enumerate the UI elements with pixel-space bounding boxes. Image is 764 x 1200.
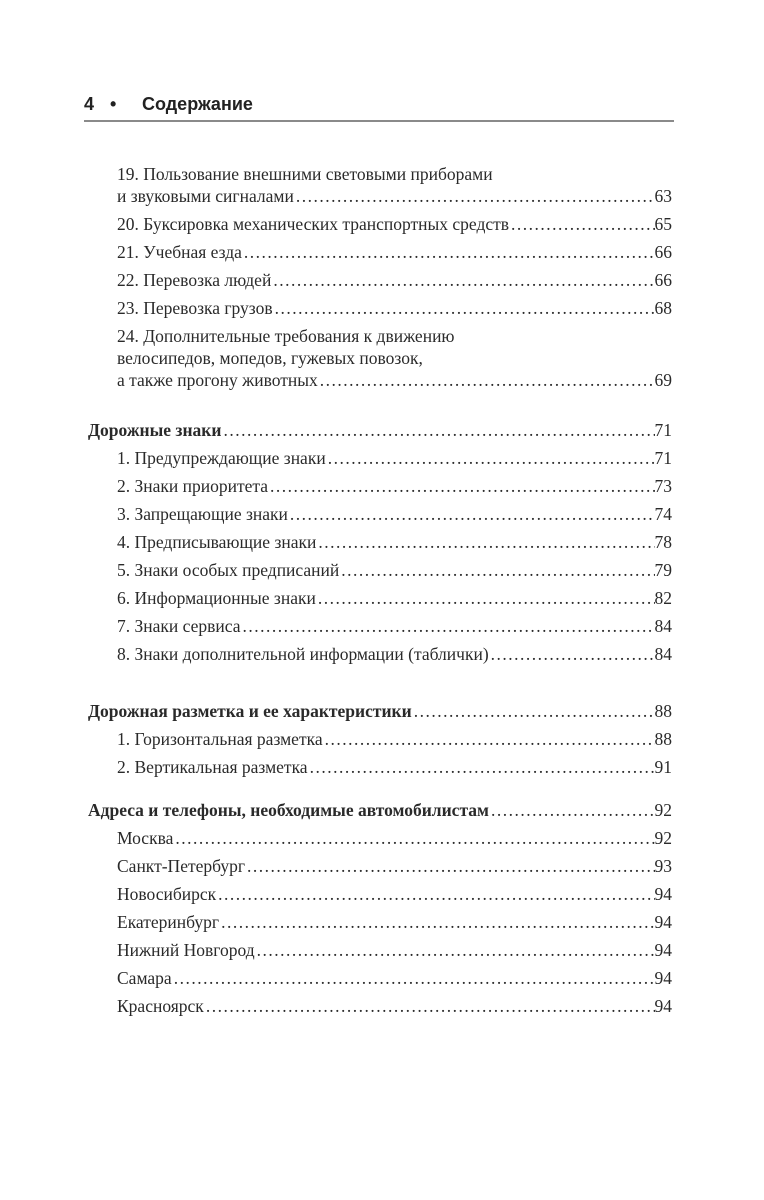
entry-title: 1. Предупреждающие знаки <box>117 448 326 468</box>
page-ref: 79 <box>654 560 672 580</box>
dot-leader <box>271 269 654 291</box>
entry-last-line <box>117 503 672 525</box>
entry-last-line <box>117 911 672 933</box>
dot-leader <box>308 756 655 778</box>
entry-last-line <box>117 827 672 849</box>
entry-title: 5. Знаки особых предписаний <box>117 560 340 580</box>
entry-title: Новосибирск <box>117 884 217 904</box>
page-ref: 66 <box>654 242 672 262</box>
entry-title: Адреса и телефоны, необходимые автомобилистам <box>88 800 489 820</box>
entry-title: Самара <box>117 968 172 988</box>
dot-leader <box>294 185 655 207</box>
entry-title: 2. Вертикальная разметка <box>117 757 308 777</box>
dot-leader <box>245 855 654 877</box>
dot-leader <box>412 700 655 722</box>
toc-entry <box>88 531 672 553</box>
entry-last-line <box>117 855 672 877</box>
page-ref: 63 <box>654 186 672 206</box>
toc-entry <box>88 269 672 291</box>
dot-leader <box>204 995 655 1017</box>
entry-title: 23. Перевозка грузов <box>117 298 273 318</box>
dot-leader <box>242 241 655 263</box>
entry-last-line <box>117 615 672 637</box>
dot-leader <box>241 615 655 637</box>
entry-title: Красноярск <box>117 996 204 1016</box>
header-rule <box>84 120 674 122</box>
entry-last-line <box>117 297 672 319</box>
toc-entry <box>88 447 672 469</box>
page-ref: 94 <box>654 884 672 904</box>
dot-leader <box>221 419 654 441</box>
table-of-contents <box>88 163 672 1023</box>
group-spacer <box>88 784 672 799</box>
entry-title: 6. Информационные знаки <box>117 588 316 608</box>
entry-last-line <box>117 643 672 665</box>
toc-section <box>88 419 672 441</box>
page-ref: 94 <box>654 996 672 1016</box>
entry-last-line <box>117 531 672 553</box>
toc-entry <box>88 559 672 581</box>
dot-leader <box>255 939 655 961</box>
page-ref: 93 <box>654 856 672 876</box>
page-ref: 71 <box>654 448 672 468</box>
entry-last-line <box>117 475 672 497</box>
page-ref: 66 <box>654 270 672 290</box>
toc-entry <box>88 995 672 1017</box>
dot-leader <box>219 911 654 933</box>
page-ref: 94 <box>654 940 672 960</box>
entry-last-line <box>88 799 672 821</box>
toc-entry <box>88 213 672 235</box>
dot-leader <box>172 967 655 989</box>
entry-title: Москва <box>117 828 174 848</box>
entry-last-line <box>117 213 672 235</box>
entry-last-line <box>117 756 672 778</box>
page-ref: 68 <box>654 298 672 318</box>
page-ref: 65 <box>654 214 672 234</box>
dot-leader <box>216 883 654 905</box>
entry-line: 19. Пользование внешними световыми приборами <box>117 164 493 184</box>
entry-last-line <box>88 419 672 441</box>
entry-title: 22. Перевозка людей <box>117 270 272 290</box>
entry-line: велосипедов, мопедов, гужевых повозок, <box>117 348 423 368</box>
toc-entry <box>88 911 672 933</box>
entry-title: 8. Знаки дополнительной информации (таблички) <box>117 644 489 664</box>
dot-leader <box>288 503 655 525</box>
entry-last-line <box>117 939 672 961</box>
group-spacer <box>88 671 672 700</box>
dot-leader <box>489 799 655 821</box>
toc-entry <box>88 163 672 207</box>
entry-last-line <box>88 700 672 722</box>
toc-entry <box>88 827 672 849</box>
toc-entry <box>88 756 672 778</box>
toc-entry <box>88 475 672 497</box>
entry-last-line <box>117 269 672 291</box>
entry-title: Нижний Новгород <box>117 940 255 960</box>
entry-title: Екатеринбург <box>117 912 220 932</box>
entry-title: Дорожная разметка и ее характеристики <box>88 701 412 721</box>
entry-last-line <box>117 369 672 391</box>
dot-leader <box>339 559 654 581</box>
page-ref: 78 <box>654 532 672 552</box>
toc-entry <box>88 297 672 319</box>
entry-line: 24. Дополнительные требования к движению <box>117 326 455 346</box>
page-ref: 94 <box>654 912 672 932</box>
entry-title: 1. Горизонтальная разметка <box>117 729 323 749</box>
entry-title: Санкт-Петербург <box>117 856 246 876</box>
entry-last-line <box>117 995 672 1017</box>
page-ref: 92 <box>654 828 672 848</box>
header-title: Содержание <box>142 94 253 114</box>
entry-last-line <box>117 883 672 905</box>
toc-entry <box>88 939 672 961</box>
entry-last-line <box>117 728 672 750</box>
toc-entry <box>88 587 672 609</box>
dot-leader <box>326 447 655 469</box>
dot-leader <box>268 475 654 497</box>
entry-title: а также прогону животных <box>117 370 318 390</box>
dot-leader <box>489 643 655 665</box>
page-ref: 74 <box>654 504 672 524</box>
toc-entry <box>88 503 672 525</box>
entry-last-line <box>117 185 672 207</box>
page-ref: 88 <box>654 701 672 721</box>
entry-title: Дорожные знаки <box>88 420 222 440</box>
entry-title: 7. Знаки сервиса <box>117 616 241 636</box>
dot-leader <box>173 827 654 849</box>
toc-section <box>88 799 672 821</box>
entry-title: 21. Учебная езда <box>117 242 242 262</box>
entry-title: 20. Буксировка механических транспортных средств <box>117 214 510 234</box>
page-number: 4 <box>84 94 95 114</box>
entry-title: 4. Предписывающие знаки <box>117 532 317 552</box>
dot-leader <box>318 369 655 391</box>
page-ref: 69 <box>654 370 672 390</box>
page-ref: 84 <box>654 616 672 636</box>
entry-last-line <box>117 559 672 581</box>
page-ref: 71 <box>654 420 672 440</box>
toc-entry <box>88 728 672 750</box>
toc-section <box>88 700 672 722</box>
dot-leader <box>316 531 654 553</box>
toc-entry <box>88 967 672 989</box>
page-ref: 91 <box>654 757 672 777</box>
dot-leader <box>323 728 655 750</box>
entry-title: 2. Знаки приоритета <box>117 476 269 496</box>
entry-last-line <box>117 587 672 609</box>
toc-entry <box>88 883 672 905</box>
toc-entry <box>88 325 672 391</box>
page-ref: 94 <box>654 968 672 988</box>
entry-last-line <box>117 967 672 989</box>
toc-entry <box>88 241 672 263</box>
dot-leader <box>273 297 655 319</box>
entry-last-line <box>117 241 672 263</box>
header-bullet: • <box>110 94 117 114</box>
page-ref: 88 <box>654 729 672 749</box>
dot-leader <box>316 587 655 609</box>
group-spacer <box>88 397 672 419</box>
entry-title: 3. Запрещающие знаки <box>117 504 288 524</box>
entry-title: и звуковыми сигналами <box>117 186 294 206</box>
page-ref: 84 <box>654 644 672 664</box>
toc-entry <box>88 643 672 665</box>
toc-entry <box>88 855 672 877</box>
entry-last-line <box>117 447 672 469</box>
page-ref: 92 <box>654 800 672 820</box>
page-ref: 82 <box>654 588 672 608</box>
running-header <box>84 94 672 115</box>
page-ref: 73 <box>654 476 672 496</box>
toc-entry <box>88 615 672 637</box>
dot-leader <box>509 213 654 235</box>
